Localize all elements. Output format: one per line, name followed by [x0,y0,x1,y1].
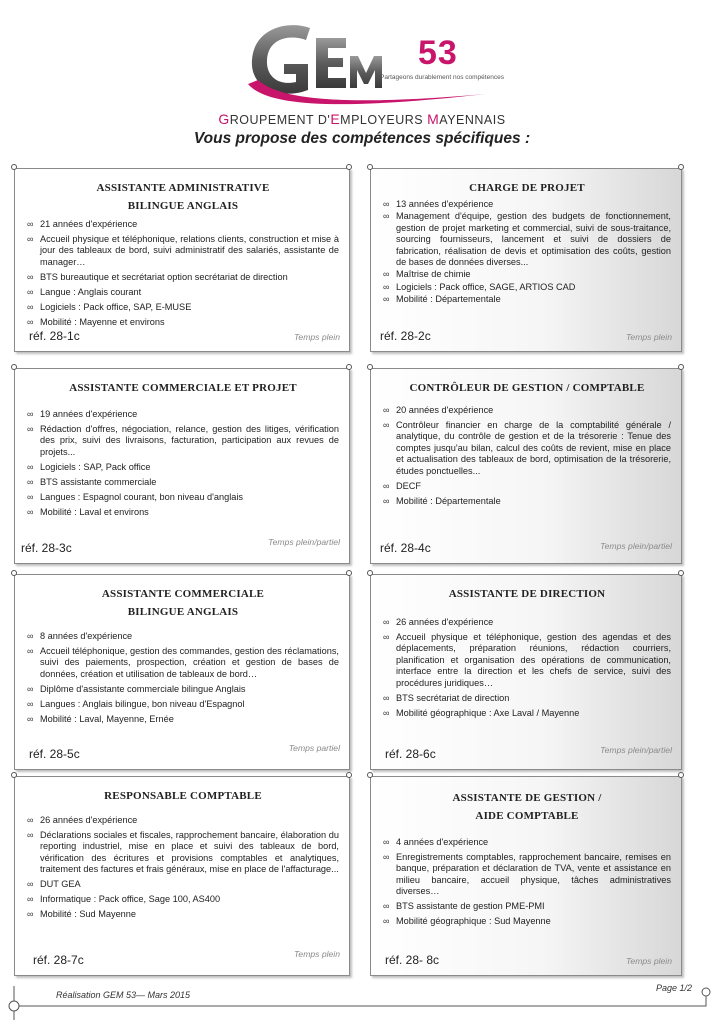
skills-list [27,409,339,518]
list-item: ∞ 20 années d'expérience [383,405,671,416]
work-time: Temps plein [625,332,672,342]
skills-list [27,815,339,921]
card-title: ASSISTANTE COMMERCIALE BILINGUE ANGLAIS [101,588,265,618]
work-time: Temps plein [293,332,340,342]
profile-card [370,368,682,564]
pin-icon [11,164,17,170]
skills-list [383,617,671,719]
work-time: Temps plein/partiel [268,537,340,547]
footer-credit: Réalisation GEM 53— Mars 2015 [56,990,191,1000]
pin-icon [346,164,352,170]
pin-icon [11,772,17,778]
list-item: ∞ Logiciels : Pack office, SAGE, ARTIOS CAD [383,282,671,293]
list-item: ∞ 26 années d'expérience [27,815,339,826]
list-item: ∞ BTS secrétariat de direction [383,693,671,704]
list-item: ∞ Logiciels : SAP, Pack office [27,462,339,473]
work-time: Temps plein [293,949,340,959]
profile-card [14,574,350,770]
list-item: ∞ Diplôme d'assistante commerciale bilingue Anglais [27,684,339,695]
list-item: ∞ DUT GEA [27,879,339,890]
list-item: ∞ Accueil physique et téléphonique, relations clients, construction et mise à jour des tableaux de bord, suivi administratif des salariés, assistante de manager… [27,234,339,268]
list-item: ∞ BTS assistante commerciale [27,477,339,488]
pin-icon [367,364,373,370]
card-title: ASSISTANTE DE DIRECTION [448,588,606,600]
list-item: ∞ Informatique : Pack office, Sage 100, AS400 [27,894,339,905]
work-time: Temps partiel [288,743,340,753]
profile-card [370,776,682,976]
pin-icon [367,772,373,778]
reference-number: réf. 28-3c [21,541,72,555]
reference-number: réf. 28-1c [29,329,80,343]
list-item: ∞ Déclarations sociales et fiscales, rapprochement bancaire, élaboration du reporting industriel, mise en place et suivi des tableaux de bord, vérification des écritures et provisions comptables et analytiques, traitement des factures et frais généraux, mise en place de l'affacturage... [27,830,339,876]
list-item: ∞ Maîtrise de chimie [383,269,671,280]
card-title: ASSISTANTE DE GESTION / AIDE COMPTABLE [452,792,602,822]
skills-list [383,837,671,928]
pin-icon [367,570,373,576]
card-title: CHARGE DE PROJET [469,182,585,194]
pin-icon [678,164,684,170]
skills-list [27,631,339,725]
pin-icon [11,570,17,576]
profile-card [14,168,350,352]
reference-number: réf. 28-6c [385,747,436,761]
footer-line [0,976,724,1024]
profile-card [14,776,350,976]
list-item: ∞ Mobilité géographique : Sud Mayenne [383,916,671,927]
reference-number: réf. 28-7c [33,953,84,967]
list-item: ∞ 21 années d'expérience [27,219,339,230]
work-time: Temps plein/partiel [600,541,672,551]
list-item: ∞ Mobilité : Sud Mayenne [27,909,339,920]
list-item: ∞ Mobilité : Départementale [383,496,671,507]
profile-card [370,168,682,352]
organization-name: GROUPEMENT D'EMPLOYEURS MAYENNAIS [218,111,506,127]
list-item: ∞ Mobilité géographique : Axe Laval / Mayenne [383,708,671,719]
pin-icon [346,364,352,370]
list-item: ∞ Accueil physique et téléphonique, gestion des agendas et des déplacements, préparation réunions, rédaction courriers, planification et organisation des opérations de communication, interface entre la direction et les chefs de service, suivi des procédures juridiques… [383,632,671,689]
list-item: ∞ 8 années d'expérience [27,631,339,642]
list-item: ∞ 19 années d'expérience [27,409,339,420]
list-item: ∞ BTS bureautique et secrétariat option secrétariat de direction [27,272,339,283]
list-item: ∞ Mobilité : Mayenne et environs [27,317,339,328]
pin-icon [678,570,684,576]
list-item: ∞ Contrôleur financier en charge de la comptabilité générale / analytique, du contrôle de gestion et de la trésorerie : Tenue des comptes jusqu'au bilan, calcul des coûts de revient, mise en place et actualisation des tableaux de bord, optimisation de la trésorerie, études ponctuelles... [383,420,671,477]
list-item: ∞ Langue : Anglais courant [27,287,339,298]
pin-icon [346,570,352,576]
reference-number: réf. 28-5c [29,747,80,761]
skills-list [27,219,339,328]
work-time: Temps plein [625,956,672,966]
page-tagline: Vous propose des compétences spécifiques : [193,130,531,147]
list-item: ∞ 4 années d'expérience [383,837,671,848]
pin-icon [11,364,17,370]
skills-list [383,199,671,306]
card-title: ASSISTANTE COMMERCIALE ET PROJET [69,382,297,394]
reference-number: réf. 28-4c [380,541,431,555]
list-item: ∞ Enregistrements comptables, rapprochement bancaire, remises en banque, préparation et déclaration de TVA, vente et assistance en milieu bancaire, accueil physique, tâches administratives diverses… [383,852,671,898]
list-item: ∞ Langues : Anglais bilingue, bon niveau d'Espagnol [27,699,339,710]
pin-icon [678,772,684,778]
list-item: ∞ 26 années d'expérience [383,617,671,628]
card-title: CONTRÔLEUR DE GESTION / COMPTABLE [409,382,645,394]
list-item: ∞ Management d'équipe, gestion des budgets de fonctionnement, gestion de projet marketing et commercial, suivi de sous-traitance, sourcing fournisseurs, lancement et suivi de dossiers de fabrication, réalisation de devis et optimisation des coûts, gestion de bases de données diverses... [383,211,671,268]
list-item: ∞ Accueil téléphonique, gestion des commandes, gestion des réclamations, suivi des paiements, prospection, création et gestion de bases de données, création et utilisation de tableaux de bord… [27,646,339,680]
list-item: ∞ Langues : Espagnol courant, bon niveau d'anglais [27,492,339,503]
list-item: ∞ Mobilité : Laval, Mayenne, Ernée [27,714,339,725]
reference-number: réf. 28- 8c [385,953,440,967]
pin-icon [346,772,352,778]
logo-number: 53 [418,34,458,72]
reference-number: réf. 28-2c [380,329,431,343]
skills-list [383,405,671,507]
profile-card [370,574,682,770]
list-item: ∞ Rédaction d'offres, négociation, relance, gestion des litiges, vérification des prix, suivi des livraisons, facturation, participation aux revues de projets... [27,424,339,458]
list-item: ∞ Logiciels : Pack office, SAP, E-MUSE [27,302,339,313]
pin-icon [367,164,373,170]
logo-slogan: Partageons durablement nos compétences [380,74,504,81]
list-item: ∞ DECF [383,481,671,492]
page-number: Page 1/2 [655,983,692,993]
list-item: ∞ BTS assistante de gestion PME-PMI [383,901,671,912]
pin-icon [678,364,684,370]
work-time: Temps plein/partiel [600,745,672,755]
list-item: ∞ 13 années d'expérience [383,199,671,210]
list-item: ∞ Mobilité : Départementale [383,294,671,305]
profile-card [14,368,350,564]
list-item: ∞ Mobilité : Laval et environs [27,507,339,518]
card-title: RESPONSABLE COMPTABLE [104,790,262,802]
card-title: ASSISTANTE ADMINISTRATIVE BILINGUE ANGLAIS [96,182,270,212]
